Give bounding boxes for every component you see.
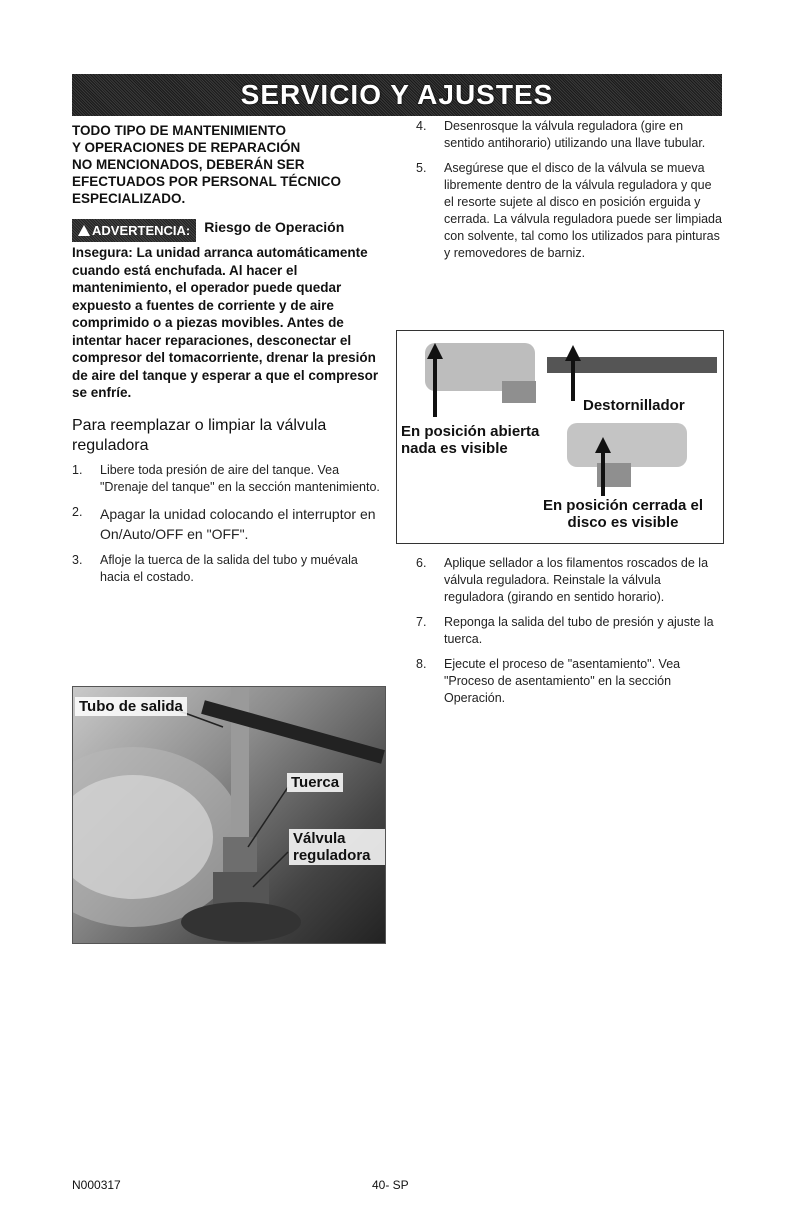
step-number: 3. xyxy=(72,552,83,567)
regulator-valve-photo xyxy=(72,686,386,944)
list-item xyxy=(416,614,722,648)
label-valvula-reguladora: Válvula reguladora xyxy=(289,829,386,865)
valve-disc-figure xyxy=(396,330,724,544)
label-posicion-abierta: En posición abierta nada es visible xyxy=(401,423,540,457)
step-number: 1. xyxy=(72,462,83,477)
advertencia-body: Insegura: La unidad arranca automáticamente cuando está enchufada. Al hacer el mantenimiento, el operador puede quedar expuesto a fuentes de corriente y de aire comprimido o a piezas movibles. Antes de intentar hacer reparaciones, desconectar el compresor del tomacorriente, drenar la presión de aire del tanque y esperar a que el compresor se enfríe. xyxy=(72,245,379,400)
section-banner xyxy=(72,74,722,116)
advertencia-label: ADVERTENCIA: xyxy=(92,223,191,238)
label-tuerca: Tuerca xyxy=(287,773,343,792)
step-text: Aplique sellador a los filamentos roscados de la válvula reguladora. Reinstale la válvula reguladora (girando en sentido horario). xyxy=(444,556,709,604)
label-posicion-cerrada: En posición cerrada el disco es visible xyxy=(542,497,704,531)
list-item xyxy=(72,552,384,586)
document-code: N000317 xyxy=(72,1178,121,1192)
list-item xyxy=(416,160,722,262)
step-number: 4. xyxy=(416,119,427,133)
left-column xyxy=(72,122,384,594)
advertencia-title: Riesgo de Operación xyxy=(204,219,345,235)
label-destornillador: Destornillador xyxy=(583,397,685,414)
warning-line: NO MENCIONADOS, DEBERÁN SER xyxy=(72,157,305,172)
page-number: 40- SP xyxy=(372,1178,409,1192)
list-item xyxy=(416,118,722,152)
step-number: 7. xyxy=(416,615,427,629)
step-number: 2. xyxy=(72,504,83,519)
step-number: 6. xyxy=(416,556,427,570)
step-text: Reponga la salida del tubo de presión y ajuste la tuerca. xyxy=(444,615,714,646)
photo-illustration xyxy=(73,687,385,943)
list-item xyxy=(416,555,722,606)
step-text: Ejecute el proceso de "asentamiento". Vea "Proceso de asentamiento" en la sección Operación. xyxy=(444,657,681,705)
right-column-bottom xyxy=(416,555,722,715)
step-text: Afloje la tuerca de la salida del tubo y muévala hacia el costado. xyxy=(100,552,358,584)
step-text: Desenrosque la válvula reguladora (gire en sentido antihorario) utilizando una llave tubular. xyxy=(444,119,706,150)
list-item xyxy=(72,504,384,544)
step-number: 8. xyxy=(416,657,427,671)
maintenance-warning-heading xyxy=(72,122,384,207)
step-text: Apagar la unidad colocando el interruptor en On/Auto/OFF en "OFF". xyxy=(100,505,376,542)
warning-line: TODO TIPO DE MANTENIMIENTO xyxy=(72,123,287,138)
advertencia-block xyxy=(72,219,384,242)
right-column xyxy=(416,118,722,270)
warning-line: Y OPERACIONES DE REPARACIÓN xyxy=(72,140,301,155)
step-text: Asegúrese que el disco de la válvula se mueva libremente dentro de la válvula reguladora y que el resorte sujete al disco en posición erguida y cerrada. La válvula reguladora puede ser limpiada con solvente, tal como los utilizados para pinturas y removedores de barniz. xyxy=(444,161,722,260)
steps-list-left xyxy=(72,462,384,586)
section-subheading: Para reemplazar o limpiar la válvula reguladora xyxy=(72,416,327,454)
warning-line: EFECTUADOS POR PERSONAL TÉCNICO xyxy=(72,174,342,189)
list-item xyxy=(416,656,722,707)
label-tubo-de-salida: Tubo de salida xyxy=(75,697,187,716)
step-text: Libere toda presión de aire del tanque. Vea "Drenaje del tanque" en la sección mantenimiento. xyxy=(100,462,380,494)
step-number: 5. xyxy=(416,161,427,175)
warning-line: ESPECIALIZADO. xyxy=(72,191,186,206)
page-title: SERVICIO Y AJUSTES xyxy=(240,79,554,110)
advertencia-badge xyxy=(72,219,196,242)
warning-triangle-icon xyxy=(78,225,90,236)
list-item xyxy=(72,462,384,496)
